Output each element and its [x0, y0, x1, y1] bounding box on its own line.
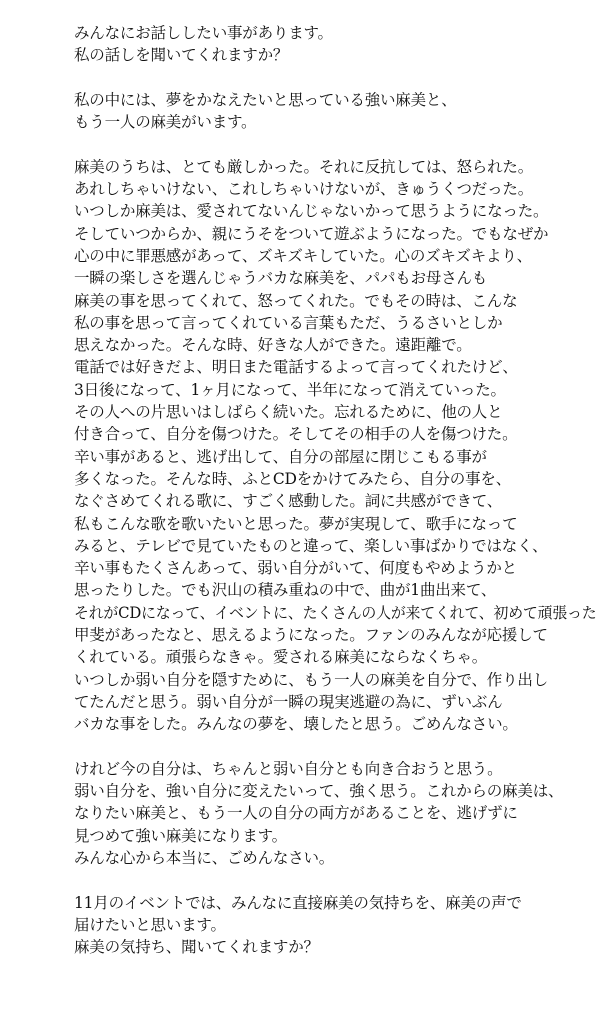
- letter-line: みんなにお話ししたい事があります。: [74, 24, 333, 42]
- letter-line: なりたい麻美と、もう一人の自分の両方があることを、逃げずに: [74, 804, 518, 823]
- letter-line: 麻美の事を思ってくれて、怒ってくれた。でもその時は、こんな: [74, 291, 518, 310]
- letter-line: みんな心から本当に、ごめんなさい。: [74, 848, 335, 867]
- letter-line: バカな事をした。みんなの夢を、壊したと思う。ごめんなさい。: [74, 715, 518, 734]
- letter-line: 私もこんな歌を歌いたいと思った。夢が実現して、歌手になって: [74, 514, 518, 533]
- paragraph-gap: [74, 133, 594, 155]
- letter-line: 一瞬の楽しさを選んじゃうバカな麻美を、パパもお母さんも: [74, 269, 488, 288]
- letter-line: 私の話しを聞いてくれますか？: [74, 46, 289, 65]
- letter-line: 麻美のうちは、とても厳しかった。それに反抗しては、怒られた。: [74, 157, 534, 176]
- paragraph-gap: [74, 736, 594, 758]
- letter-line: みると、テレビで見ていたものと違って、楽しい事ばかりではなく、: [74, 536, 548, 555]
- letter-line: 麻美の気持ち、聞いてくれますか？: [74, 938, 319, 957]
- letter-line: 弱い自分を、強い自分に変えたいって、強く思う。これからの麻美は、: [74, 782, 564, 801]
- letter-line: もう一人の麻美がいます。: [74, 113, 257, 132]
- letter-line: 私の事を思って言ってくれている言葉もただ、うるさいとしか: [74, 313, 503, 332]
- letter-line: 甲斐があったなと、思えるようになった。ファンのみんなが応援して: [74, 626, 548, 645]
- letter-line: あれしちゃいけない、これしちゃいけないが、きゅうくつだった。: [74, 180, 534, 199]
- letter-line: てたんだと思う。弱い自分が一瞬の現実逃避の為に、ずいぶん: [74, 692, 503, 711]
- letter-line: なぐさめてくれる歌に、すごく感動した。詞に共感ができて、: [74, 492, 503, 511]
- letter-line: その人への片思いはしばらく続いた。忘れるために、他の人と: [74, 403, 503, 422]
- letter-line: 届けたいと思います。: [74, 915, 226, 934]
- letter-line: 3日後になって、1ヶ月になって、半年になって消えていった。: [74, 380, 506, 399]
- paragraph-gap: [74, 869, 594, 891]
- letter-line: 思ったりした。でも沢山の積み重ねの中で、曲が1曲出来て、: [74, 581, 497, 600]
- letter-line: いつしか麻美は、愛されてないんじゃないかって思うようになった。: [74, 202, 549, 221]
- letter-line: そしていつからか、親にうそをついて遊ぶようになった。でもなぜか: [74, 224, 549, 243]
- letter-line: それがCDになって、イベントに、たくさんの人が来てくれて、初めて頑張った: [74, 603, 597, 622]
- letter-line: くれている。頑張らなきゃ。愛される麻美にならなくちゃ。: [74, 648, 488, 667]
- handwritten-letter: [74, 22, 597, 958]
- letter-line: 辛い事もたくさんあって、弱い自分がいて、何度もやめようかと: [74, 559, 517, 578]
- paragraph-gap: [74, 67, 594, 89]
- letter-line: 電話では好きだよ、明日また電話するよって言ってくれたけど、: [74, 358, 518, 377]
- letter-line: けれど今の自分は、ちゃんと弱い自分とも向き合おうと思う。: [74, 759, 503, 778]
- letter-line: 私の中には、夢をかなえたいと思っている強い麻美と、: [74, 90, 457, 109]
- letter-line: 付き合って、自分を傷つけた。そしてその相手の人を傷つけた。: [74, 425, 518, 444]
- letter-line: いつしか弱い自分を隠すために、もう一人の麻美を自分で、作り出し: [74, 670, 548, 689]
- letter-line: 見つめて強い麻美になります。: [74, 826, 287, 845]
- letter-line: 心の中に罪悪感があって、ズキズキしていた。心のズキズキより、: [74, 246, 532, 265]
- letter-line: 11月のイベントでは、みんなに直接麻美の気持ちを、麻美の声で: [74, 893, 522, 912]
- letter-line: 辛い事があると、逃げ出して、自分の部屋に閉じこもる事が: [74, 447, 487, 466]
- letter-line: 多くなった。そんな時、ふとCDをかけてみたら、自分の事を、: [74, 469, 511, 488]
- letter-line: 思えなかった。そんな時、好きな人ができた。遠距離で。: [74, 336, 472, 355]
